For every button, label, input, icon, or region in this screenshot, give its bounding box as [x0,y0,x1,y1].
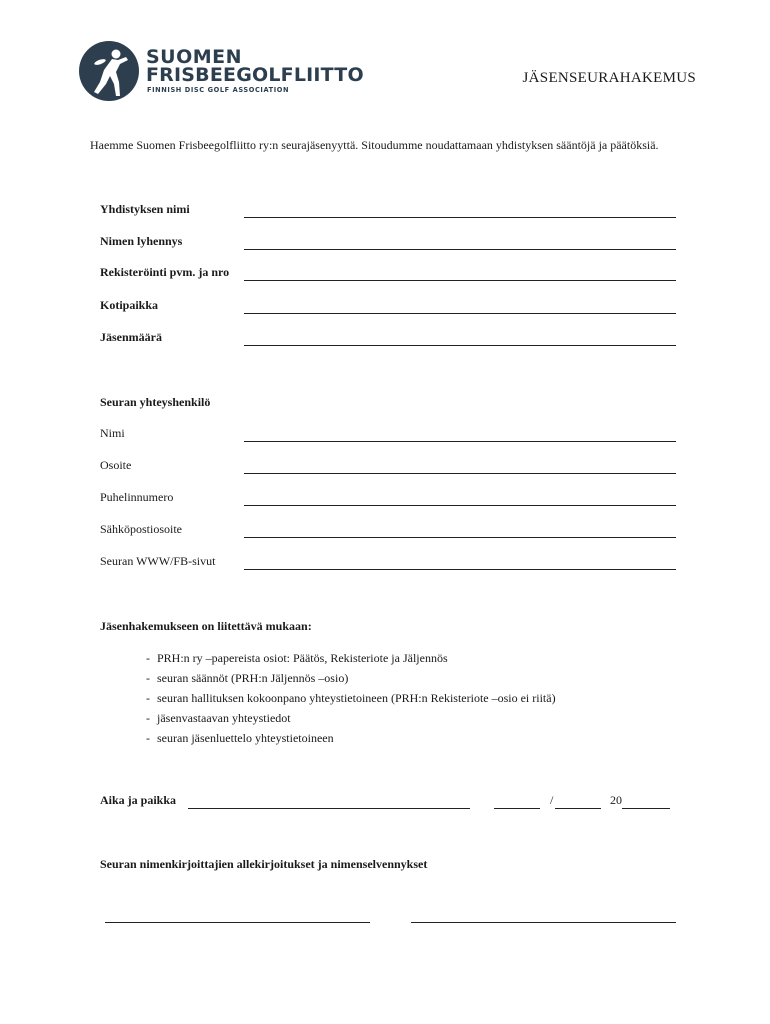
field-home-town [100,298,676,314]
member-count-input-line[interactable] [244,345,676,346]
field-label: Nimen lyhennys [100,234,183,248]
year-input-line[interactable] [622,808,670,809]
field-contact-email [100,522,676,538]
name-abbreviation-input-line[interactable] [244,249,676,250]
field-name-abbreviation [100,234,676,250]
field-member-count [100,330,676,346]
list-item: - seuran jäsenluettelo yhteystietoineen [146,730,556,750]
contact-phone-input-line[interactable] [244,505,676,506]
contact-name-input-line[interactable] [244,441,676,442]
logo-text-line1: SUOMEN [146,46,243,68]
logo-tagline: FINNISH DISC GOLF ASSOCIATION [147,86,290,94]
home-town-input-line[interactable] [244,313,676,314]
field-club-name [100,202,676,218]
list-item: - PRH:n ry –papereista osiot: Päätös, Rekisteriote ja Jäljennös [146,650,556,670]
date-separator: / [550,793,554,807]
attachments-heading: Jäsenhakemukseen on liitettävä mukaan: [100,619,312,633]
logo-text-line2: FRISBEEGOLFLIITTO [146,64,364,86]
contact-section-heading: Seuran yhteyshenkilö [100,395,211,409]
list-item: - seuran hallituksen kokoonpano yhteystietoineen (PRH:n Rekisteriote –osio ei riitä) [146,690,556,710]
field-label: Osoite [100,458,132,472]
field-label: Nimi [100,426,125,440]
club-name-input-line[interactable] [244,217,676,218]
year-prefix: 20 [610,793,622,807]
place-input-line[interactable] [188,808,470,809]
field-label: Sähköpostiosoite [100,522,183,536]
association-logo [78,40,378,102]
signature-line-2[interactable] [411,922,676,923]
signatures-heading: Seuran nimenkirjoittajien allekirjoitukset ja nimenselvennykset [100,857,428,871]
field-registration [100,265,676,281]
club-website-input-line[interactable] [244,569,676,570]
attachments-list [146,650,556,750]
field-label: Rekisteröinti pvm. ja nro [100,265,230,279]
date-place-label: Aika ja paikka [100,793,177,807]
field-contact-phone [100,490,676,506]
list-item: - seuran säännöt (PRH:n Jäljennös –osio) [146,670,556,690]
date-place-row [100,793,680,809]
contact-email-input-line[interactable] [244,537,676,538]
registration-input-line[interactable] [244,280,676,281]
field-label: Jäsenmäärä [100,330,162,344]
field-contact-address [100,458,676,474]
intro-text: Haemme Suomen Frisbeegolfliitto ry:n seurajäsenyyttä. Sitoudumme noudattamaan yhdistyksen sääntöjä ja päätöksiä. [90,138,659,152]
field-label: Yhdistyksen nimi [100,202,190,216]
field-club-website [100,554,676,570]
field-label: Puhelinnumero [100,490,174,504]
disc-golf-player-icon [78,40,140,102]
field-label: Kotipaikka [100,298,159,312]
document-title: JÄSENSEURAHAKEMUS [522,70,696,86]
signature-line-1[interactable] [105,922,370,923]
field-label: Seuran WWW/FB-sivut [100,554,216,568]
day-input-line[interactable] [494,808,540,809]
field-contact-name [100,426,676,442]
list-item: - jäsenvastaavan yhteystiedot [146,710,556,730]
contact-address-input-line[interactable] [244,473,676,474]
month-input-line[interactable] [555,808,601,809]
